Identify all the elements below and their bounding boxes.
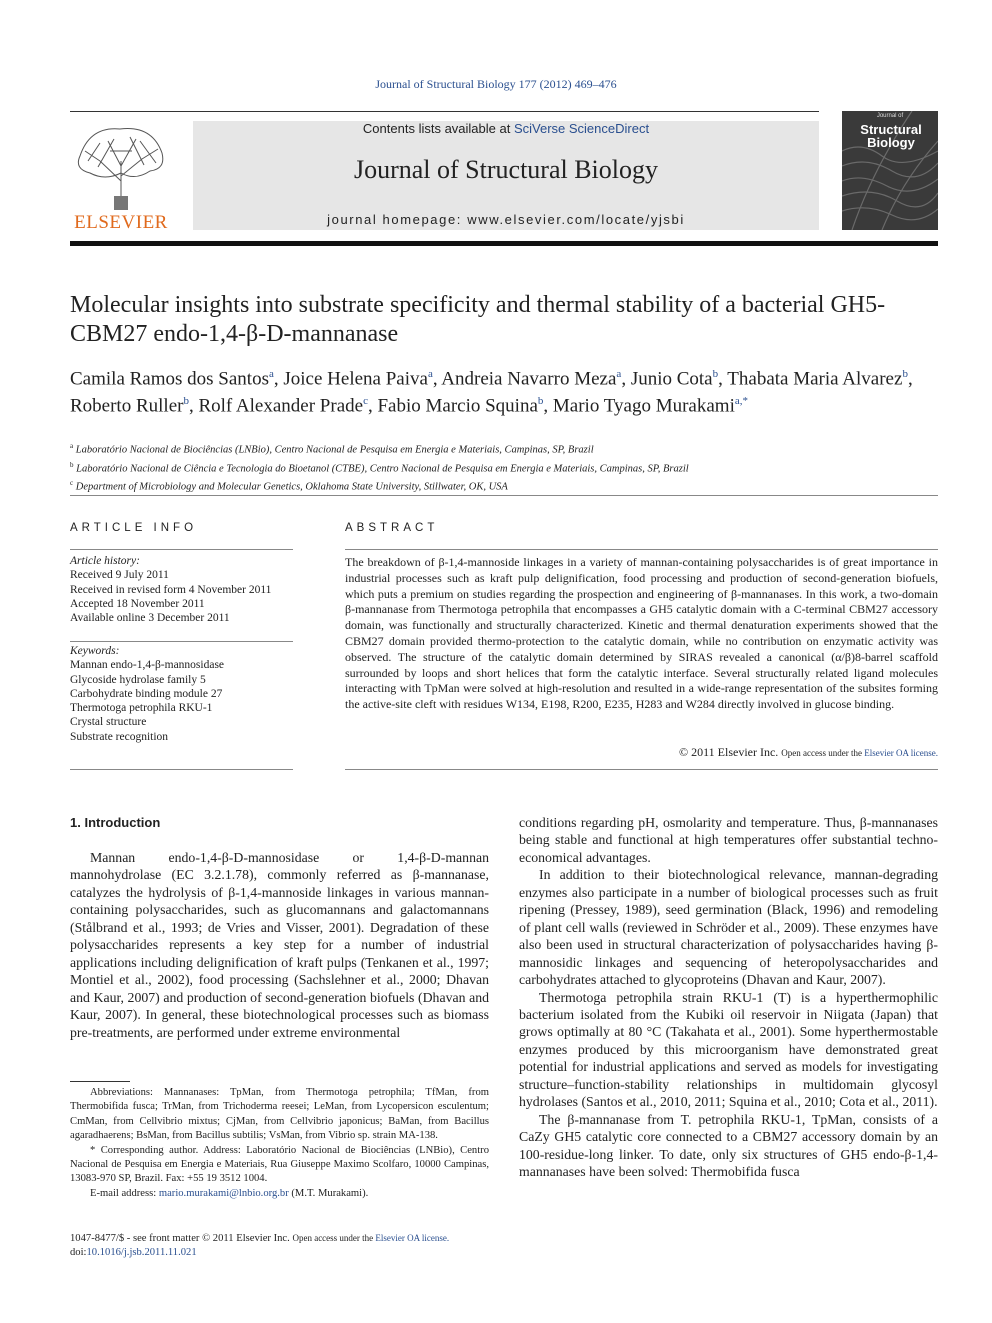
section-heading-introduction: 1. Introduction — [70, 815, 161, 830]
affiliation: $^a$ Laboratório Nacional de Biociências (LNBio), Centro Nacional de Pesquisa em Energia e Materiais, Campinas, SP, Brazil — [70, 442, 594, 456]
paragraph: The β-mannanase from T. petrophila RKU-1, TpMan, consists of a CaZy GH5 catalytic core connected to a CBM27 accessory domain by an 100-residue-long linker. To date, only six structures of GH5 endo-β-1,4-mannanases have been solved: Thermobifida fusca — [519, 1111, 938, 1180]
author-name: Fabio Marcio Squina — [377, 395, 538, 417]
body-column-right — [519, 814, 938, 1181]
affiliation-marker[interactable]: a,* — [734, 395, 748, 408]
author-name: Camila Ramos dos Santos — [70, 368, 269, 390]
abstract-copyright: © 2011 Elsevier Inc. Open access under the Elsevier OA license. — [678, 745, 938, 759]
journal-homepage[interactable]: journal homepage: www.elsevier.com/locate/yjsbi — [327, 212, 685, 227]
doi-link[interactable]: 10.1016/j.jsb.2011.11.021 — [86, 1247, 197, 1258]
footnotes — [70, 1086, 489, 1201]
keyword: Thermotoga petrophila RKU-1 — [70, 702, 213, 715]
abstract-rule — [345, 549, 938, 550]
author-name: Andreia Navarro Meza — [441, 368, 617, 390]
keywords-rule — [70, 641, 293, 642]
email-footnote: E-mail address: mario.murakami@lnbio.org.br (M.T. Murakami). — [90, 1187, 369, 1199]
affiliation-marker[interactable]: c — [363, 395, 368, 408]
affiliation: $^b$ Laboratório Nacional de Ciência e Tecnologia do Bioetanol (CTBE), Centro Nacional de Pesquisa em Energia e Materiais, Campinas, SP, Brazil — [70, 460, 689, 474]
keywords-block: Keywords: Mannan endo-1,4-β-mannosidase Glycoside hydrolase family 5 Carbohydrate binding module 27 Thermotoga petrophila RKU-1 Crystal structure Substrate recognition — [70, 645, 225, 743]
affiliation-marker[interactable]: b — [902, 368, 908, 380]
paragraph: In addition to their biotechnological relevance, mannan-degrading enzymes also participate in a number of biological processes such as fruit ripening (Pressey, 1989), seed germination (Black, 1996) and remodeling of plant cell walls (reviewed in Schröder et al., 2009). These enzymes have also been used in structural characterization of polysaccharides having β-mannosidic linkages and sequencing of heteropolysaccharides and carbohydrates attached to glycoproteins (Dhavan and Kaur, 2007). — [519, 867, 938, 988]
email-link[interactable]: mario.murakami@lnbio.org.br — [158, 1187, 289, 1199]
author-name: Rolf Alexander Prade — [198, 395, 364, 417]
abbreviations-footnote: Abbreviations: Mannanases: TpMan, from Thermotoga petrophila; TfMan, from Thermobifida fusca; TrMan, from Trichoderma reesei; LeMan, from Lycopersicon esculentum; CmMan, from Cellvibrio mixtus; CjMan, from Cellvibrio japonicus; BaMan, from Bacillus agaradhaerens; BsMan, from Bacillus subtilis; VsMan, from Vibrio sp. strain MA-138. — [70, 1087, 489, 1142]
paragraph: Thermotoga petrophila strain RKU-1 (T) is a hyperthermophilic bacterium isolated from the Kubiki oil reservoir in Niigata (Japan) that grows optimally at 80 °C (Takahata et al., 2001). Some hyperthermostable enzymes produced by this microorganism have demonstrated great potential for industrial applications and served as models for investigating structure–function-stability relationships in multidomain glycosyl hydrolases (Santos et al., 2010, 2011; Squina et al., 2010; Cota et al., 2011). — [519, 989, 938, 1110]
keyword: Crystal structure — [70, 716, 147, 729]
journal-cover-image — [842, 111, 938, 230]
author-name: Junio Cota — [630, 368, 713, 390]
oa-license-link-bottom[interactable]: Elsevier OA license. — [375, 1233, 450, 1243]
article-info-heading: ARTICLE INFO — [70, 522, 198, 534]
affiliations — [70, 439, 940, 495]
journal-citation[interactable]: Journal of Structural Biology 177 (2012) 469–476 — [375, 77, 617, 91]
author-name: Mario Tyago Murakami — [552, 395, 735, 417]
contents-line: Contents lists available at SciVerse ScienceDirect — [362, 121, 650, 136]
section-divider — [70, 495, 938, 496]
body-column-left — [70, 849, 489, 1041]
oa-license-link[interactable]: Elsevier OA license. — [864, 748, 938, 758]
affiliation-marker[interactable]: a — [268, 368, 274, 380]
article-history: Article history: Received 9 July 2011 Received in revised form 4 November 2011 Accepted 18 November 2011 Available online 3 December 2011 — [70, 555, 272, 625]
paragraph: conditions regarding pH, osmolarity and temperature. Thus, β-mannanases being stable and functional at high temperatures offer substantial techno-economical advantages. — [519, 815, 938, 865]
author-name: Joice Helena Paiva — [283, 368, 428, 390]
affiliation-marker[interactable]: b — [537, 395, 544, 408]
history-item: Accepted 18 November 2011 — [70, 597, 205, 610]
journal-name: Journal of Structural Biology — [353, 155, 658, 184]
abstract-end-rule — [345, 769, 938, 770]
publisher-logo-text: ELSEVIER — [74, 212, 168, 233]
article-info-end-rule — [70, 769, 293, 770]
affiliation-marker[interactable]: b — [183, 395, 189, 408]
affiliation-marker[interactable]: b — [712, 368, 719, 380]
article-title: Molecular insights into substrate specificity and thermal stability of a bacterial GH5-CBM27 endo-1,4-β-D-mannanase — [70, 292, 886, 347]
history-item: Received in revised form 4 November 2011 — [70, 583, 272, 596]
abstract-text: The breakdown of β-1,4-mannoside linkages in a variety of mannan-containing polysaccharides is of great importance in industrial processes such as kraft pulp delignification, food processing and production of second-generation biofuels, which puts a premium on studies regarding the prospection and engineering of β-mannanases. In this work, a two-domain β-mannanase from Thermotoga petrophila that encompasses a GH5 catalytic domain with a C-terminal CBM27 accessory domain, was functionally and structurally characterized. Kinetic and thermal denaturation experiments showed that the CBM27 domain provided thermo-protection to the catalytic domain, while no contribution on enzymatic activity was observed. The structure of the catalytic domain determined by SIRAS revealed a canonical (α/β)8-barrel scaffold surrounded by loops and short helices that form the catalytic interface. Several structurally related ligand molecules interacting with TpMan were solved at high-resolution and resulted in a wide-range representation of the subsites forming the active-site cleft with residues W134, E198, R200, E235, H283 and W284 directly involved in glucose binding. — [345, 555, 938, 712]
keyword: Substrate recognition — [70, 730, 169, 743]
affiliation-marker[interactable]: a — [427, 368, 433, 380]
cover-title: Structural Biology — [860, 122, 922, 150]
cover-small-text: Journal of — [876, 113, 904, 119]
corresponding-author-footnote: * Corresponding author. Address: Laboratório Nacional de Biociências (LNBio), Centro Nacional de Pesquisa em Energia e Materiais, Rua Giuseppe Maximo Scolfaro, 10000 Campinas, 13083-970 SP, Brazil. Fax: +55 19 3512 1004. — [70, 1144, 489, 1185]
front-matter-info: 1047-8477/$ - see front matter © 2011 Elsevier Inc. Open access under the Elsevier OA license. doi:10.1016/j.jsb.2011.11.021 — [70, 1233, 450, 1258]
paragraph: Mannan endo-1,4-β-D-mannosidase or 1,4-β-D-mannan mannohydrolase (EC 3.2.1.78), commonly referred as β-mannanase, catalyzes the hydrolysis of β-1,4-mannoside linkages in various mannan-containing polysaccharides, such as glucomannans and galactomannans (Stålbrand et al., 1993; de Vries and Visser, 2001). Degradation of these polysaccharides represents a key step for a number of industrial applications including delignification of kraft pulps (Tenkanen et al., 1997; Montiel et al., 2002), food processing (Sachslehner et al., 2000; Dhavan and Kaur, 2007) and production of second-generation biofuels (Dhavan and Kaur, 2007). In general, these biotechnological processes such as biomass pre-treatments, are performed under extreme environmental — [70, 850, 489, 1040]
affiliation-marker[interactable]: a — [616, 368, 622, 380]
history-item: Available online 3 December 2011 — [70, 612, 230, 625]
footnote-rule — [70, 1081, 130, 1082]
keyword: Mannan endo-1,4-β-mannosidase — [70, 659, 225, 672]
abstract-heading: ABSTRACT — [345, 522, 439, 534]
affiliation: $^c$ Department of Microbiology and Molecular Genetics, Oklahoma State University, Stillwater, OK, USA — [70, 479, 508, 493]
keyword: Glycoside hydrolase family 5 — [70, 673, 206, 686]
keyword: Carbohydrate binding module 27 — [70, 687, 223, 700]
author-name: Roberto Ruller — [70, 395, 184, 417]
article-info-rule — [70, 549, 293, 550]
sciencedirect-link[interactable]: SciVerse ScienceDirect — [513, 121, 650, 136]
header-rule — [70, 111, 819, 112]
history-item: Received 9 July 2011 — [70, 569, 169, 582]
author-list: Camila Ramos dos Santos$^a$, Joice Helena Paiva$^a$, Andreia Navarro Meza$^a$, Junio Cota$^b$, Thabata Maria Alvarez$^b$, Roberto Ruller$^b$, Rolf Alexander Prade$^c$, Fabio Marcio Squina$^b$, Mario Tyago Murakami$^{a,*}$ — [70, 368, 913, 417]
author-name: Thabata Maria Alvarez — [727, 368, 903, 390]
header-thick-rule — [70, 241, 938, 246]
